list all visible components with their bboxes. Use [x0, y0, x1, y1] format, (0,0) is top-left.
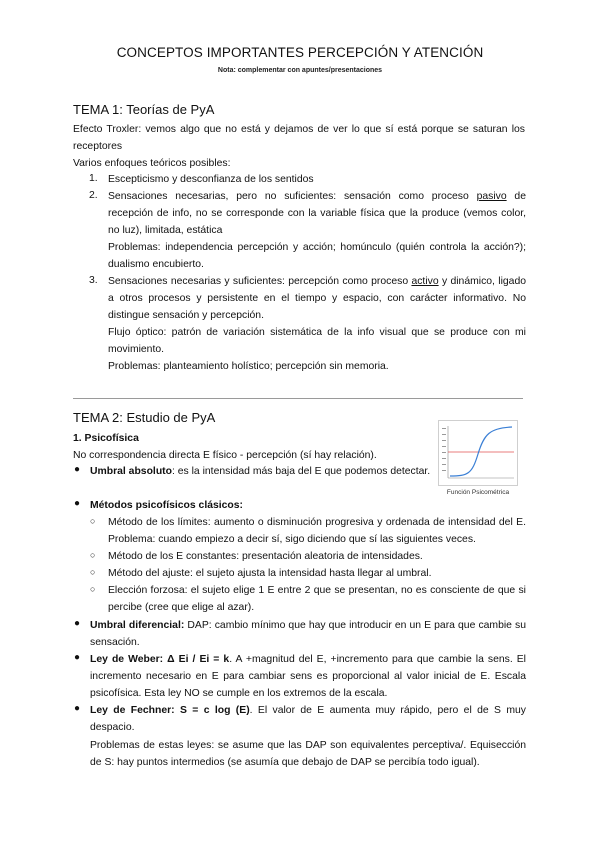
- circle-bullet-icon: ○: [90, 567, 96, 577]
- metodos-heading: Métodos psicofísicos clásicos:: [90, 500, 244, 511]
- bullet-icon: ●: [74, 703, 81, 714]
- circle-bullet-icon: ○: [90, 550, 96, 560]
- item-3-problemas: Problemas: planteamiento holístico; percepción sin memoria.: [108, 361, 389, 372]
- bullet-icon: ●: [74, 498, 81, 509]
- item-3-text: Sensaciones necesarias y suficientes: percepción como proceso activo y dinámico, ligado a otros procesos y persistente en el tiempo y espacio, con carácter informativo. No distingue sensación y percepción.: [108, 276, 526, 321]
- item-1-text: Escepticismo y desconfianza de los sentidos: [108, 174, 314, 185]
- item-2-number: 2.: [89, 190, 98, 201]
- document-note: Nota: complementar con apuntes/presentaciones: [217, 67, 383, 74]
- tema1-heading: TEMA 1: Teorías de PyA: [73, 102, 215, 117]
- item-1-number: 1.: [89, 173, 98, 184]
- document-title: CONCEPTOS IMPORTANTES PERCEPCIÓN Y ATENCIÓN: [116, 45, 484, 60]
- figure-caption: Función Psicométrica: [446, 489, 510, 496]
- psicofisica-intro: No correspondencia directa E físico - percepción (sí hay relación).: [73, 450, 377, 461]
- psicofisica-heading: 1. Psicofísica: [73, 433, 139, 444]
- circle-bullet-icon: ○: [90, 584, 96, 594]
- pasivo-term: pasivo: [476, 191, 507, 202]
- activo-term: activo: [411, 276, 439, 287]
- circle-bullet-icon: ○: [90, 516, 96, 526]
- ley-fechner: Ley de Fechner: S = c log (E). El valor de E aumenta muy rápido, pero el de S muy despacio.: [90, 705, 526, 733]
- umbral-diferencial: Umbral diferencial: DAP: cambio mínimo que hay que introducir en un E para que cambie su sensación.: [90, 620, 526, 648]
- psychometric-function-figure: [438, 420, 518, 486]
- item-3-number: 3.: [89, 275, 98, 286]
- problemas-leyes: Problemas de estas leyes: se asume que las DAP son equivalentes perceptiva/. Equisección de S: hay puntos intermedios (se asumía que debajo de DAP se percibía todo igual).: [90, 740, 526, 768]
- eleccion-forzosa: Elección forzosa: el sujeto elige 1 E entre 2 que se presentan, no es consciente de que si percibe (cree que elige al azar).: [108, 585, 526, 613]
- metodo-ajuste: Método del ajuste: el sujeto ajusta la intensidad hasta llegar al umbral.: [108, 568, 432, 579]
- item-2-text: Sensaciones necesarias, pero no suficientes: sensación como proceso pasivo de recepción de info, no se corresponde con la variable física que la produce (vemos color, no luz), limitada, estática: [108, 191, 526, 236]
- troxler-text: Efecto Troxler: vemos algo que no está y dejamos de ver lo que sí está porque se saturan los receptores: [73, 124, 525, 153]
- bullet-icon: ●: [74, 652, 81, 663]
- metodo-limites: Método de los límites: aumento o disminución progresiva y ordenada de intensidad del E. Problema: cuando empiezo a decir sí, sigo diciendo que sí las siguientes veces.: [108, 517, 526, 545]
- umbral-absoluto: Umbral absoluto: es la intensidad más baja del E que podemos detectar.: [90, 466, 431, 477]
- bullet-icon: ●: [74, 618, 81, 629]
- metodo-constantes: Método de los E constantes: presentación aleatoria de intensidades.: [108, 551, 423, 562]
- section-divider: [73, 398, 523, 399]
- bullet-icon: ●: [74, 464, 81, 475]
- ley-weber: Ley de Weber: Δ Ei / Ei = k. A +magnitud del E, +incremento para que cambie la sens. El incremento necesario en E para cambiar sens es proporcional al valor inicial de E. Escala psicofísica. Esta ley NO se cumple en los extremos de la escala.: [90, 654, 526, 699]
- item-3-flujo: Flujo óptico: patrón de variación sistemática de la info visual que se produce con mi movimiento.: [108, 327, 526, 355]
- item-2-problemas: Problemas: independencia percepción y acción; homúnculo (quién controla la acción?); dualismo encubierto.: [108, 242, 526, 270]
- enfoques-text: Varios enfoques teóricos posibles:: [73, 158, 231, 169]
- tema2-heading: TEMA 2: Estudio de PyA: [73, 410, 216, 425]
